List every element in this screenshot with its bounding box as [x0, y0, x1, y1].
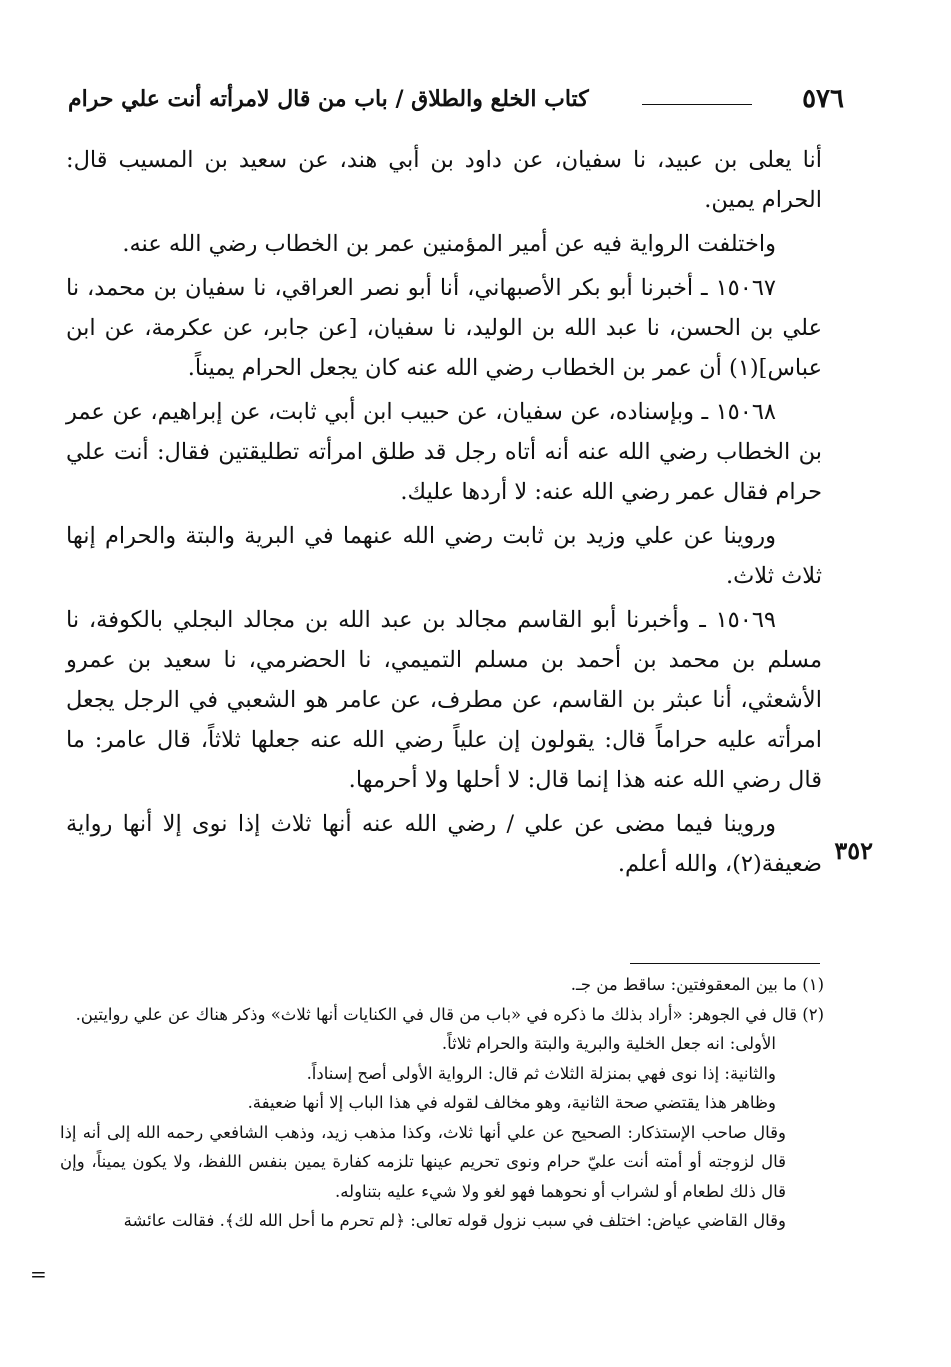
footnote-1: (١) ما بين المعقوفتين: ساقط من جـ. — [570, 975, 824, 994]
header-title: كتاب الخلع والطلاق / باب من قال لامرأته أنت علي حرام — [68, 86, 589, 112]
margin-page-number: ٣٥٢ — [834, 836, 873, 865]
hadith-15068: ١٥٠٦٨ ـ وبإسناده، عن سفيان، عن حبيب ابن أبي ثابت، عن إبراهيم، عن عمر بن الخطاب رضي الله عنه أنه أتاه رجل قد طلق امرأته تطليقتين فقال: أنت علي حرام فقال عمر رضي الله عنه: لا أردها عليك. — [66, 399, 822, 505]
footnote-2-line: وظاهر هذا يقتضي صحة الثانية، وهو مخالف لقوله في هذا الباب إلا أنها ضعيفة. — [247, 1093, 776, 1112]
header-rule — [642, 104, 752, 105]
paragraph: وروينا عن علي وزيد بن ثابت رضي الله عنهما في البرية والبتة والحرام إنها ثلاث ثلاث. — [66, 523, 822, 589]
footnote-2-line: وقال صاحب الإستذكار: الصحيح عن علي أنها ثلاث، وكذا مذهب زيد، وذهب الشافعي رحمه الله إلى أنه إذا قال لزوجته أو أمته أنت عليّ حرام ونوى تحريم عينها تلزمه كفارة يمين بنفس اللفظ، ولا يكون يميناً، وإن قال ذلك لطعام أو لشراب أو نحوهما فهو لغو ولا شيء عليه بتناوله. — [60, 1122, 786, 1201]
footnote-2-line: الأولى: انه جعل الخلية والبرية والبتة والحرام ثلاثاً. — [441, 1034, 776, 1053]
page-number: ٥٧٦ — [802, 84, 844, 114]
footnote-2-line: وقال القاضي عياض: اختلف في سبب نزول قوله تعالى: ﴿لم تحرم ما أحل الله لك﴾. فقالت عائشة — [123, 1211, 786, 1230]
paragraph: وروينا فيما مضى عن علي / رضي الله عنه أنها ثلاث إذا نوى إلا أنها رواية ضعيفة(٢)، والله أعلم. — [66, 811, 822, 877]
footnote-2: (٢) قال في الجوهر: «أراد بذلك ما ذكره في «باب من قال في الكنايات أنها ثلاث» وذكر هناك عن علي روايتين. — [75, 1004, 824, 1024]
paragraph: واختلفت الرواية فيه عن أمير المؤمنين عمر بن الخطاب رضي الله عنه. — [122, 231, 776, 257]
footnote-separator — [630, 963, 820, 964]
footnotes — [60, 970, 824, 1236]
paragraph: أنا يعلى بن عبيد، نا سفيان، عن داود بن أبي هند، عن سعيد بن المسيب قال: الحرام يمين. — [66, 147, 822, 213]
hadith-15067: ١٥٠٦٧ ـ أخبرنا أبو بكر الأصبهاني، أنا أبو نصر العراقي، نا سفيان بن محمد، نا علي بن الحسن، نا عبد الله بن الوليد، نا سفيان، [عن جابر، عن عكرمة، عن ابن عباس](١) أن عمر بن الخطاب رضي الله عنه كان يجعل الحرام يميناً. — [66, 275, 822, 381]
running-header — [68, 84, 844, 118]
hadith-15069: ١٥٠٦٩ ـ وأخبرنا أبو القاسم مجالد بن عبد الله بن مجالد البجلي بالكوفة، نا مسلم بن محمد بن أحمد بن مسلم التميمي، نا الحضرمي، نا سعيد بن عمرو الأشعثي، أنا عبثر بن القاسم، عن مطرف، عن عامر هو الشعبي في الرجل يجعل امرأته عليه حراماً قال: يقولون إن علياً رضي الله عنه جعلها ثلاثاً، قال عامر: ما قال رضي الله عنه هذا إنما قال: لا أحلها ولا أحرمها. — [66, 607, 822, 793]
main-text — [66, 140, 822, 888]
continuation-mark: = — [30, 1262, 47, 1286]
footnote-2-line: والثانية: إذا نوى فهي بمنزلة الثلاث ثم قال: الرواية الأولى أصح إسناداً. — [306, 1063, 776, 1083]
